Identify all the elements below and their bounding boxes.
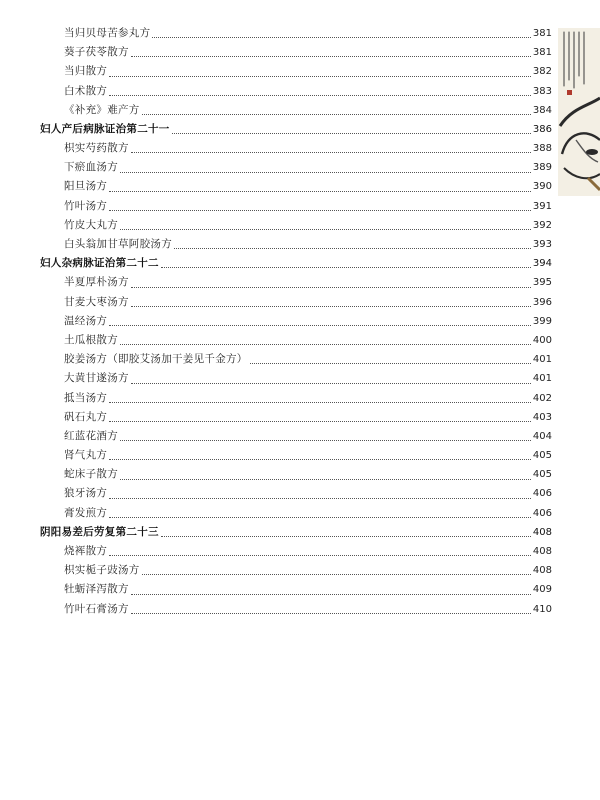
dot-leader bbox=[161, 536, 531, 537]
toc-entry[interactable] bbox=[40, 101, 552, 120]
toc-entry[interactable] bbox=[40, 427, 552, 446]
toc-page-number: 395 bbox=[532, 277, 552, 289]
toc-page-number: 403 bbox=[532, 411, 552, 423]
toc-page-number: 391 bbox=[532, 200, 552, 212]
dot-leader bbox=[131, 594, 531, 595]
toc-label: 蛇床子散方 bbox=[64, 468, 118, 481]
toc-label: 胶姜汤方（即胶艾汤加干姜见千金方） bbox=[64, 353, 248, 366]
toc-label: 枳实栀子豉汤方 bbox=[64, 564, 140, 577]
toc-label: 阴阳易差后劳复第二十三 bbox=[40, 525, 159, 538]
toc-entry[interactable] bbox=[40, 504, 552, 523]
toc-entry[interactable] bbox=[40, 561, 552, 580]
toc-page-number: 409 bbox=[532, 584, 552, 596]
dot-leader bbox=[174, 248, 531, 249]
ink-painting-icon bbox=[558, 28, 600, 196]
toc-chapter-heading[interactable] bbox=[40, 523, 552, 542]
toc-entry[interactable] bbox=[40, 465, 552, 484]
toc-label: 矾石丸方 bbox=[64, 410, 108, 423]
toc-entry[interactable] bbox=[40, 350, 552, 369]
toc-entry[interactable] bbox=[40, 331, 552, 350]
toc-label: 当归贝母苦参丸方 bbox=[64, 26, 151, 39]
toc-label: 白头翁加甘草阿胶汤方 bbox=[64, 238, 172, 251]
toc-label: 当归散方 bbox=[64, 65, 108, 78]
toc-label: 膏发煎方 bbox=[64, 506, 108, 519]
toc-entry[interactable] bbox=[40, 178, 552, 197]
dot-leader bbox=[131, 152, 531, 153]
dot-leader bbox=[109, 421, 531, 422]
dot-leader bbox=[120, 344, 531, 345]
dot-leader bbox=[131, 56, 531, 57]
toc-label: 温经汤方 bbox=[64, 314, 108, 327]
dot-leader bbox=[109, 402, 531, 403]
toc-label: 抵当汤方 bbox=[64, 391, 108, 404]
dot-leader bbox=[131, 306, 531, 307]
toc-entry[interactable] bbox=[40, 139, 552, 158]
toc-entry[interactable] bbox=[40, 273, 552, 292]
toc-label: 《补充》难产方 bbox=[64, 103, 140, 116]
toc-page-number: 405 bbox=[532, 450, 552, 462]
dot-leader bbox=[109, 498, 531, 499]
toc-entry[interactable] bbox=[40, 235, 552, 254]
toc-page-number: 406 bbox=[532, 507, 552, 519]
dot-leader bbox=[109, 325, 531, 326]
toc-entry[interactable] bbox=[40, 600, 552, 619]
toc-page-number: 408 bbox=[532, 546, 552, 558]
toc-label: 半夏厚朴汤方 bbox=[64, 276, 129, 289]
dot-leader bbox=[109, 555, 531, 556]
toc-chapter-heading[interactable] bbox=[40, 120, 552, 139]
toc-label: 甘麦大枣汤方 bbox=[64, 295, 129, 308]
dot-leader bbox=[109, 517, 531, 518]
dot-leader bbox=[172, 133, 531, 134]
toc-entry[interactable] bbox=[40, 408, 552, 427]
toc-entry[interactable] bbox=[40, 446, 552, 465]
toc-page-number: 404 bbox=[532, 430, 552, 442]
toc-label: 牡蛎泽泻散方 bbox=[64, 583, 129, 596]
toc-page-number: 405 bbox=[532, 469, 552, 481]
toc-page-number: 410 bbox=[532, 603, 552, 615]
dot-leader bbox=[109, 95, 531, 96]
ink-painting-svg bbox=[558, 28, 600, 196]
dot-leader bbox=[120, 229, 531, 230]
toc-label: 烧裈散方 bbox=[64, 545, 108, 558]
toc-entry[interactable] bbox=[40, 580, 552, 599]
toc-page-number: 382 bbox=[532, 66, 552, 78]
toc-entry[interactable] bbox=[40, 158, 552, 177]
toc-page-number: 406 bbox=[532, 488, 552, 500]
toc-label: 竹叶石膏汤方 bbox=[64, 602, 129, 615]
toc-page-number: 394 bbox=[532, 258, 552, 270]
table-of-contents bbox=[40, 24, 552, 619]
toc-entry[interactable] bbox=[40, 43, 552, 62]
toc-label: 阳旦汤方 bbox=[64, 180, 108, 193]
toc-page-number: 402 bbox=[532, 392, 552, 404]
toc-label: 肾气丸方 bbox=[64, 449, 108, 462]
dot-leader bbox=[120, 440, 531, 441]
toc-label: 妇人杂病脉证治第二十二 bbox=[40, 257, 159, 270]
toc-page-number: 381 bbox=[532, 27, 552, 39]
dot-leader bbox=[131, 613, 531, 614]
dot-leader bbox=[109, 191, 531, 192]
toc-entry[interactable] bbox=[40, 293, 552, 312]
toc-page-number: 381 bbox=[532, 47, 552, 59]
toc-page-number: 392 bbox=[532, 219, 552, 231]
toc-label: 红蓝花酒方 bbox=[64, 429, 118, 442]
dot-leader bbox=[109, 210, 531, 211]
toc-label: 葵子茯苓散方 bbox=[64, 46, 129, 59]
dot-leader bbox=[131, 287, 531, 288]
toc-page-number: 383 bbox=[532, 85, 552, 97]
toc-label: 竹叶汤方 bbox=[64, 199, 108, 212]
toc-label: 白术散方 bbox=[64, 84, 108, 97]
toc-page-number: 401 bbox=[532, 354, 552, 366]
toc-page-number: 384 bbox=[532, 104, 552, 116]
toc-entry[interactable] bbox=[40, 312, 552, 331]
toc-label: 竹皮大丸方 bbox=[64, 218, 118, 231]
toc-page-number: 401 bbox=[532, 373, 552, 385]
toc-label: 下瘀血汤方 bbox=[64, 161, 118, 174]
toc-page-number: 389 bbox=[532, 162, 552, 174]
dot-leader bbox=[131, 383, 531, 384]
toc-entry[interactable] bbox=[40, 24, 552, 43]
toc-page-number: 408 bbox=[532, 565, 552, 577]
dot-leader bbox=[152, 37, 531, 38]
toc-entry[interactable] bbox=[40, 197, 552, 216]
toc-page-number: 408 bbox=[532, 526, 552, 538]
dot-leader bbox=[142, 574, 531, 575]
toc-page-number: 388 bbox=[532, 143, 552, 155]
toc-page-number: 393 bbox=[532, 239, 552, 251]
toc-chapter-heading[interactable] bbox=[40, 254, 552, 273]
toc-entry[interactable] bbox=[40, 542, 552, 561]
toc-page-number: 399 bbox=[532, 315, 552, 327]
toc-entry[interactable] bbox=[40, 62, 552, 81]
toc-entry[interactable] bbox=[40, 82, 552, 101]
toc-page-number: 390 bbox=[532, 181, 552, 193]
dot-leader bbox=[161, 267, 531, 268]
toc-label: 妇人产后病脉证治第二十一 bbox=[40, 122, 170, 135]
dot-leader bbox=[142, 114, 531, 115]
toc-page-number: 386 bbox=[532, 123, 552, 135]
toc-entry[interactable] bbox=[40, 216, 552, 235]
dot-leader bbox=[120, 479, 531, 480]
toc-page-number: 400 bbox=[532, 334, 552, 346]
toc-label: 土瓜根散方 bbox=[64, 333, 118, 346]
toc-label: 大黄甘遂汤方 bbox=[64, 372, 129, 385]
toc-entry[interactable] bbox=[40, 369, 552, 388]
toc-page-number: 396 bbox=[532, 296, 552, 308]
toc-entry[interactable] bbox=[40, 485, 552, 504]
toc-label: 枳实芍药散方 bbox=[64, 142, 129, 155]
dot-leader bbox=[120, 172, 531, 173]
toc-label: 狼牙汤方 bbox=[64, 487, 108, 500]
dot-leader bbox=[250, 363, 531, 364]
dot-leader bbox=[109, 76, 531, 77]
toc-entry[interactable] bbox=[40, 389, 552, 408]
dot-leader bbox=[109, 459, 531, 460]
